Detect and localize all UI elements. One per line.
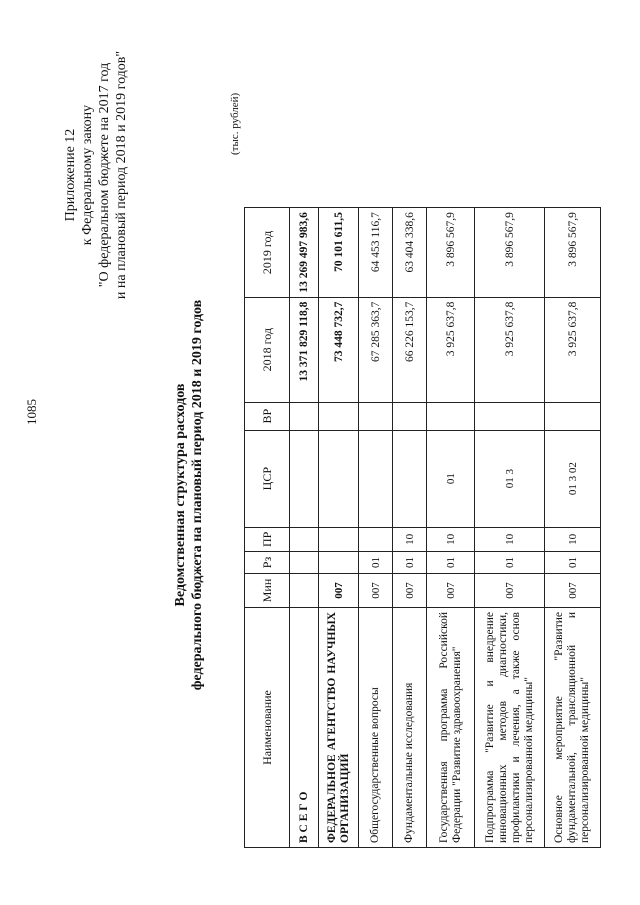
row-pr (319, 527, 359, 551)
row-min: 007 (545, 574, 601, 608)
row-pr (290, 527, 319, 551)
row-name: ФЕДЕРАЛЬНОЕ АГЕНТСТВО НАУЧНЫХ ОРГАНИЗАЦИЙ (319, 608, 359, 848)
row-2019: 13 269 497 983,6 (290, 208, 319, 298)
table-row (393, 208, 427, 848)
row-csr: 01 3 02 (545, 430, 601, 527)
row-rz: 01 (545, 552, 601, 574)
row-2018: 73 448 732,7 (319, 297, 359, 402)
row-min: 007 (475, 574, 545, 608)
row-name: В С Е Г О (290, 608, 319, 848)
row-vr (290, 402, 319, 430)
page-number: 1085 (24, 399, 39, 425)
row-pr: 10 (427, 527, 475, 551)
header-min: Мин (245, 574, 290, 608)
row-csr (319, 430, 359, 527)
document-title (172, 235, 206, 755)
row-min: 007 (393, 574, 427, 608)
row-name: Фундаментальные исследования (393, 608, 427, 848)
table-header-row (245, 208, 290, 848)
row-2019: 3 896 567,9 (545, 208, 601, 298)
table-row (475, 208, 545, 848)
title-line-1: Ведомственная структура расходов (173, 383, 188, 607)
row-2018: 66 226 153,7 (393, 297, 427, 402)
header-2018: 2018 год (245, 297, 290, 402)
row-min: 007 (427, 574, 475, 608)
row-rz (290, 552, 319, 574)
row-2019: 70 101 611,5 (319, 208, 359, 298)
row-2018: 67 285 363,7 (359, 297, 393, 402)
table-row (545, 208, 601, 848)
row-vr (393, 402, 427, 430)
budget-table (244, 207, 601, 848)
row-2018: 13 371 829 118,8 (290, 297, 319, 402)
header-name: Наименование (245, 608, 290, 848)
row-2018: 3 925 637,8 (475, 297, 545, 402)
row-min: 007 (359, 574, 393, 608)
row-rz: 01 (359, 552, 393, 574)
row-2018: 3 925 637,8 (427, 297, 475, 402)
row-csr: 01 3 (475, 430, 545, 527)
appendix-line: к Федеральному закону (80, 104, 95, 246)
table-row (290, 208, 319, 848)
row-2019: 63 404 338,6 (393, 208, 427, 298)
row-pr: 10 (545, 527, 601, 551)
row-min (290, 574, 319, 608)
row-csr (359, 430, 393, 527)
units-note: (тыс. рублей) (229, 92, 241, 155)
row-name: Государственная программа Российской Федерации "Развитие здравоохранения" (427, 608, 475, 848)
row-2019: 3 896 567,9 (475, 208, 545, 298)
table-row (427, 208, 475, 848)
row-vr (359, 402, 393, 430)
row-vr (427, 402, 475, 430)
header-csr: ЦСР (245, 430, 290, 527)
appendix-line: и на плановый период 2018 и 2019 годов" (114, 50, 129, 300)
row-name: Основное мероприятие "Развитие фундаментальной, трансляционной и персонализированной медицины" (545, 608, 601, 848)
appendix-line: "О федеральном бюджете на 2017 год (97, 62, 112, 288)
row-csr (393, 430, 427, 527)
row-pr: 10 (475, 527, 545, 551)
appendix-line: Приложение 12 (63, 128, 78, 222)
row-csr (290, 430, 319, 527)
row-rz: 01 (475, 552, 545, 574)
row-rz: 01 (393, 552, 427, 574)
row-name: Подпрограмма "Развитие и внедрение инновационных методов диагностики, профилактики и лечения, а также основ персонализированной медицины" (475, 608, 545, 848)
row-pr: 10 (393, 527, 427, 551)
row-2019: 3 896 567,9 (427, 208, 475, 298)
header-vr: ВР (245, 402, 290, 430)
appendix-header (62, 25, 130, 325)
table-row (359, 208, 393, 848)
header-pr: ПР (245, 527, 290, 551)
row-vr (319, 402, 359, 430)
row-2019: 64 453 116,7 (359, 208, 393, 298)
row-csr: 01 (427, 430, 475, 527)
row-vr (545, 402, 601, 430)
header-rz: Рз (245, 552, 290, 574)
table-row (319, 208, 359, 848)
row-min: 007 (319, 574, 359, 608)
row-rz (319, 552, 359, 574)
title-line-2: федерального бюджета на плановый период 2018 и 2019 годов (190, 299, 205, 691)
row-2018: 3 925 637,8 (545, 297, 601, 402)
header-2019: 2019 год (245, 208, 290, 298)
row-vr (475, 402, 545, 430)
row-name: Общегосударственные вопросы (359, 608, 393, 848)
row-pr (359, 527, 393, 551)
row-rz: 01 (427, 552, 475, 574)
